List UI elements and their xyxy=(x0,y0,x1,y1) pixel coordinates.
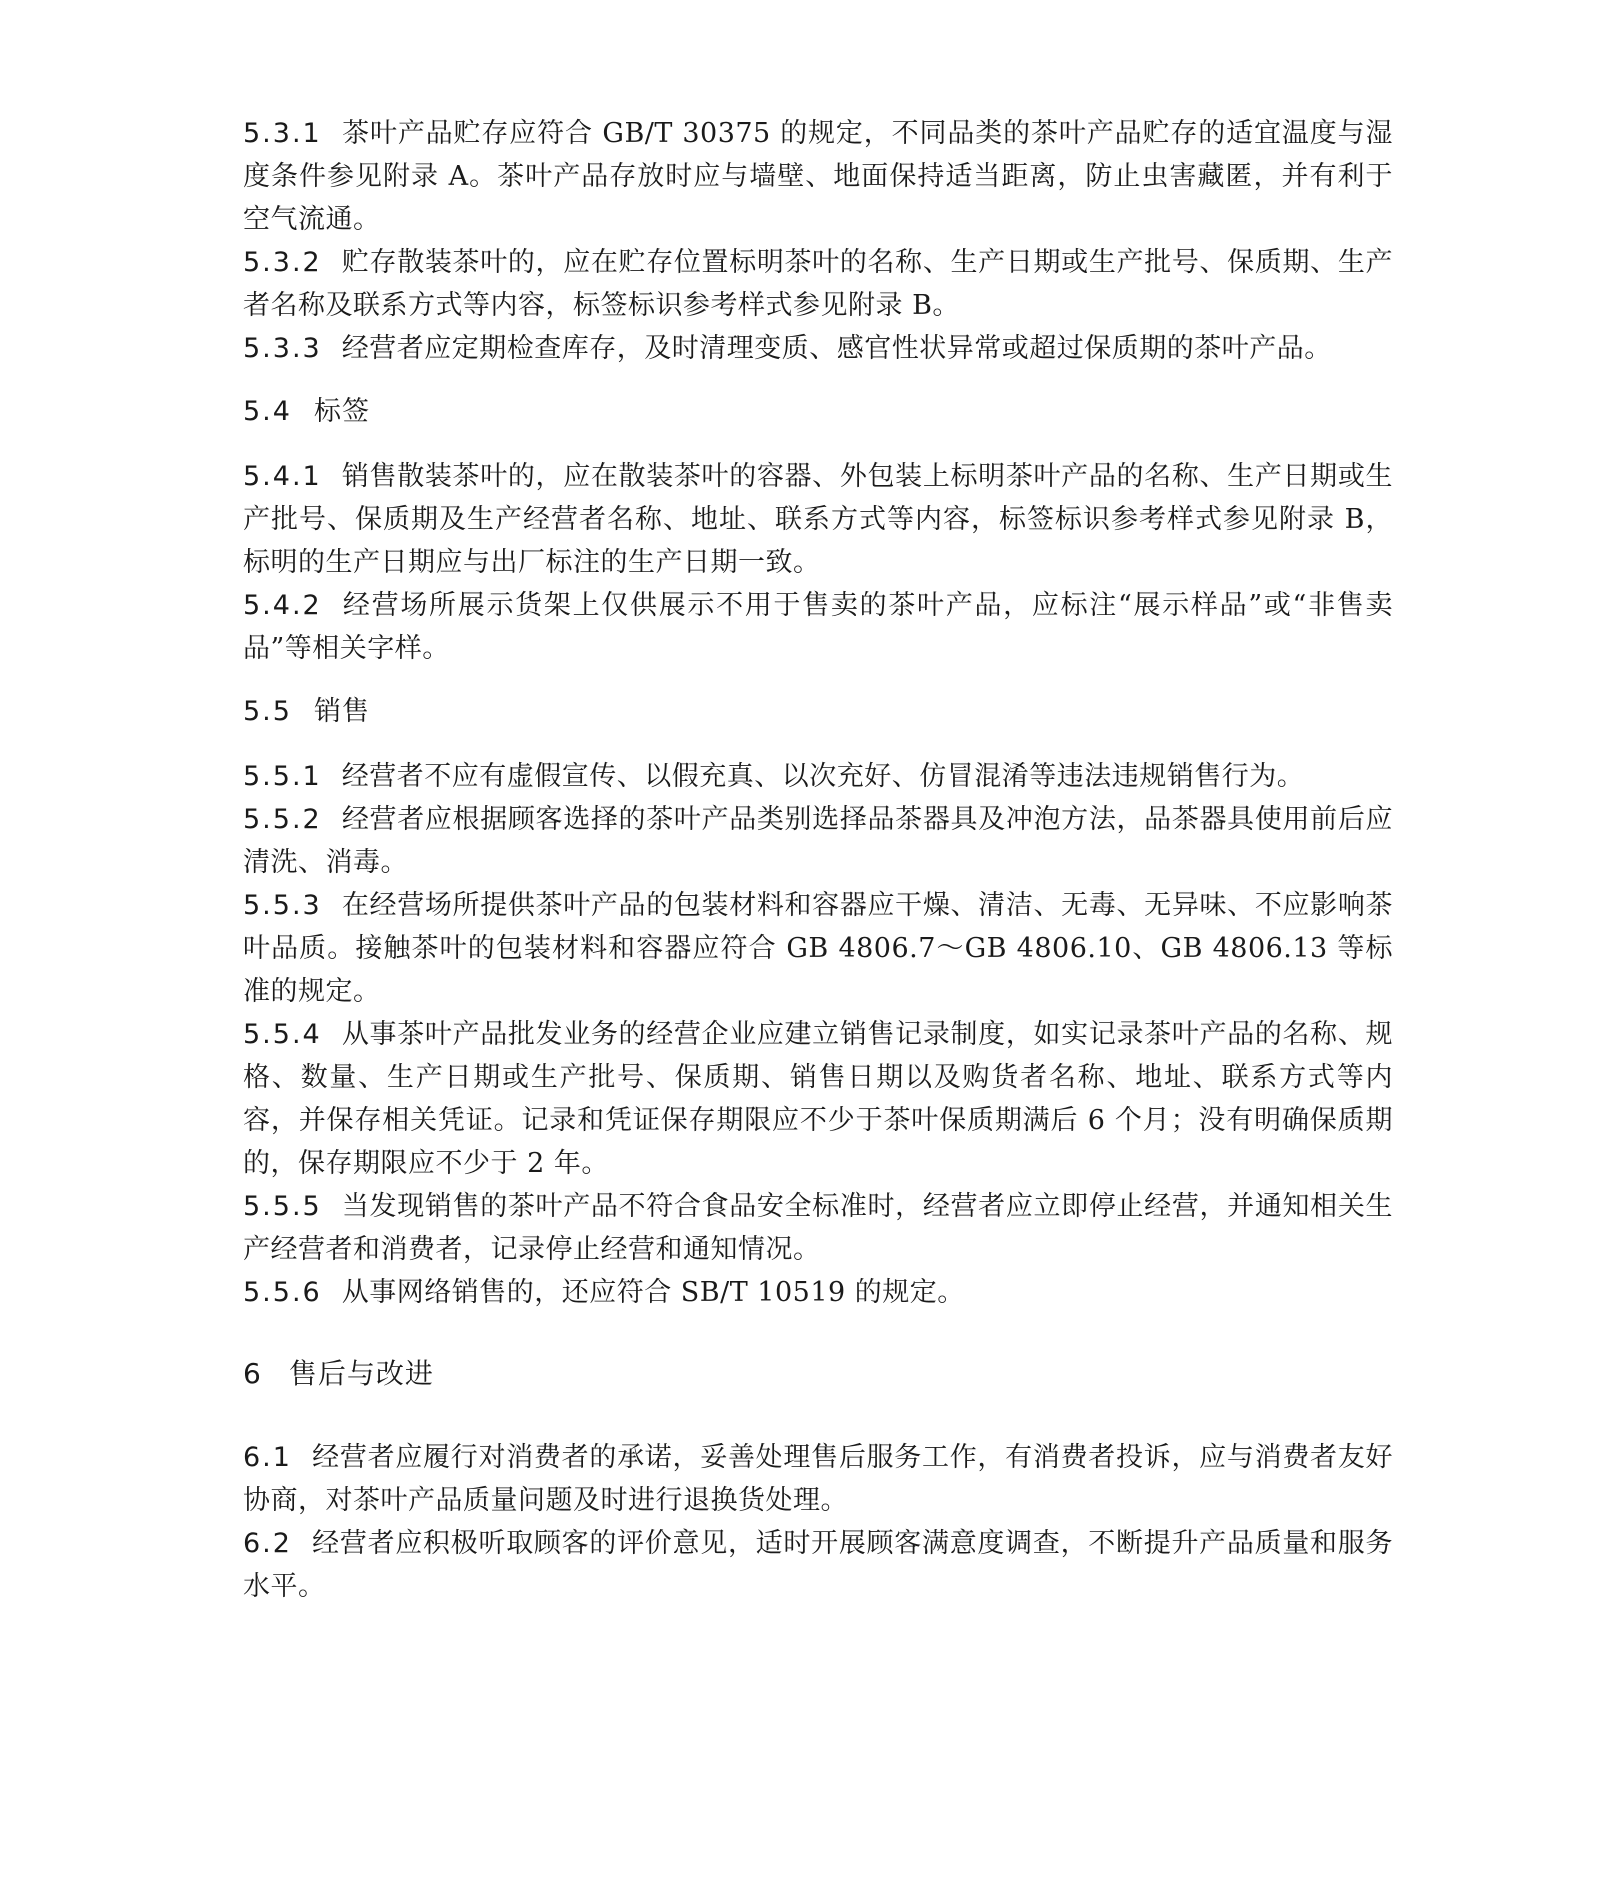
clause-5-3-2 xyxy=(243,241,1393,327)
clause-text: 当发现销售的茶叶产品不符合食品安全标准时，经营者应立即停止经营，并通知相关生产经营者和消费者，记录停止经营和通知情况。 xyxy=(243,1191,1393,1265)
clause-text: 销售散装茶叶的，应在散装茶叶的容器、外包装上标明茶叶产品的名称、生产日期或生产批号、保质期及生产经营者名称、地址、联系方式等内容，标签标识参考样式参见附录 B，标明的生产日期应与出厂标注的生产日期一致。 xyxy=(243,461,1393,578)
clause-text: 经营者应定期检查库存，及时清理变质、感官性状异常或超过保质期的茶叶产品。 xyxy=(341,333,1332,364)
clause-number: 5.5.4 xyxy=(243,1019,322,1050)
clause-number: 5.4.1 xyxy=(243,461,322,492)
section-heading-5-4 xyxy=(243,390,1393,433)
chapter-number: 6 xyxy=(243,1357,263,1390)
clause-text: 经营者应根据顾客选择的茶叶产品类别选择品茶器具及冲泡方法，品茶器具使用前后应清洗、消毒。 xyxy=(243,804,1393,878)
clause-5-3-3 xyxy=(243,327,1393,370)
clause-number: 5.5.2 xyxy=(243,804,322,835)
clause-5-5-2 xyxy=(243,798,1393,884)
clause-number: 5.3.1 xyxy=(243,118,322,149)
clause-number: 5.4.2 xyxy=(243,590,322,621)
clause-number: 5.5.5 xyxy=(243,1191,322,1222)
clause-number: 6.2 xyxy=(243,1528,292,1559)
clause-number: 5.5.3 xyxy=(243,890,322,921)
clause-5-5-6 xyxy=(243,1271,1393,1314)
clause-text: 从事网络销售的，还应符合 SB/T 10519 的规定。 xyxy=(341,1277,965,1308)
section-title: 标签 xyxy=(313,396,370,427)
document-body xyxy=(243,112,1393,1608)
clause-5-3-1 xyxy=(243,112,1393,241)
clause-number: 5.3.3 xyxy=(243,333,322,364)
clause-text: 经营者应履行对消费者的承诺，妥善处理售后服务工作，有消费者投诉，应与消费者友好协商，对茶叶产品质量问题及时进行退换货处理。 xyxy=(243,1442,1393,1516)
clause-number: 5.5.1 xyxy=(243,761,322,792)
chapter-title: 售后与改进 xyxy=(288,1357,434,1390)
clause-5-5-1 xyxy=(243,755,1393,798)
clause-text: 经营者不应有虚假宣传、以假充真、以次充好、仿冒混淆等违法违规销售行为。 xyxy=(341,761,1305,792)
clause-6-2 xyxy=(243,1522,1393,1608)
clause-5-5-3 xyxy=(243,884,1393,1013)
clause-text: 从事茶叶产品批发业务的经营企业应建立销售记录制度，如实记录茶叶产品的名称、规格、数量、生产日期或生产批号、保质期、销售日期以及购货者名称、地址、联系方式等内容，并保存相关凭证。记录和凭证保存期限应不少于茶叶保质期满后 6 个月；没有明确保质期的，保存期限应不少于 2 年。 xyxy=(243,1019,1393,1179)
clause-number: 6.1 xyxy=(243,1442,292,1473)
clause-number: 5.3.2 xyxy=(243,247,322,278)
clause-5-4-1 xyxy=(243,455,1393,584)
section-heading-5-5 xyxy=(243,690,1393,733)
clause-text: 经营者应积极听取顾客的评价意见，适时开展顾客满意度调查，不断提升产品质量和服务水平。 xyxy=(243,1528,1393,1602)
chapter-heading-6 xyxy=(243,1352,1393,1396)
clause-5-5-4 xyxy=(243,1013,1393,1185)
clause-text: 经营场所展示货架上仅供展示不用于售卖的茶叶产品，应标注“展示样品”或“非售卖品”等相关字样。 xyxy=(243,590,1393,664)
section-number: 5.4 xyxy=(243,396,292,427)
clause-text: 在经营场所提供茶叶产品的包装材料和容器应干燥、清洁、无毒、无异味、不应影响茶叶品质。接触茶叶的包装材料和容器应符合 GB 4806.7～GB 4806.10、GB 4806.13 等标准的规定。 xyxy=(243,890,1393,1007)
clause-text: 贮存散装茶叶的，应在贮存位置标明茶叶的名称、生产日期或生产批号、保质期、生产者名称及联系方式等内容，标签标识参考样式参见附录 B。 xyxy=(243,247,1393,321)
clause-text: 茶叶产品贮存应符合 GB/T 30375 的规定，不同品类的茶叶产品贮存的适宜温度与湿度条件参见附录 A。茶叶产品存放时应与墙壁、地面保持适当距离，防止虫害藏匿，并有利于空气流通。 xyxy=(243,118,1393,235)
clause-5-4-2 xyxy=(243,584,1393,670)
clause-6-1 xyxy=(243,1436,1393,1522)
clause-5-5-5 xyxy=(243,1185,1393,1271)
section-number: 5.5 xyxy=(243,696,292,727)
section-title: 销售 xyxy=(313,696,370,727)
clause-number: 5.5.6 xyxy=(243,1277,322,1308)
